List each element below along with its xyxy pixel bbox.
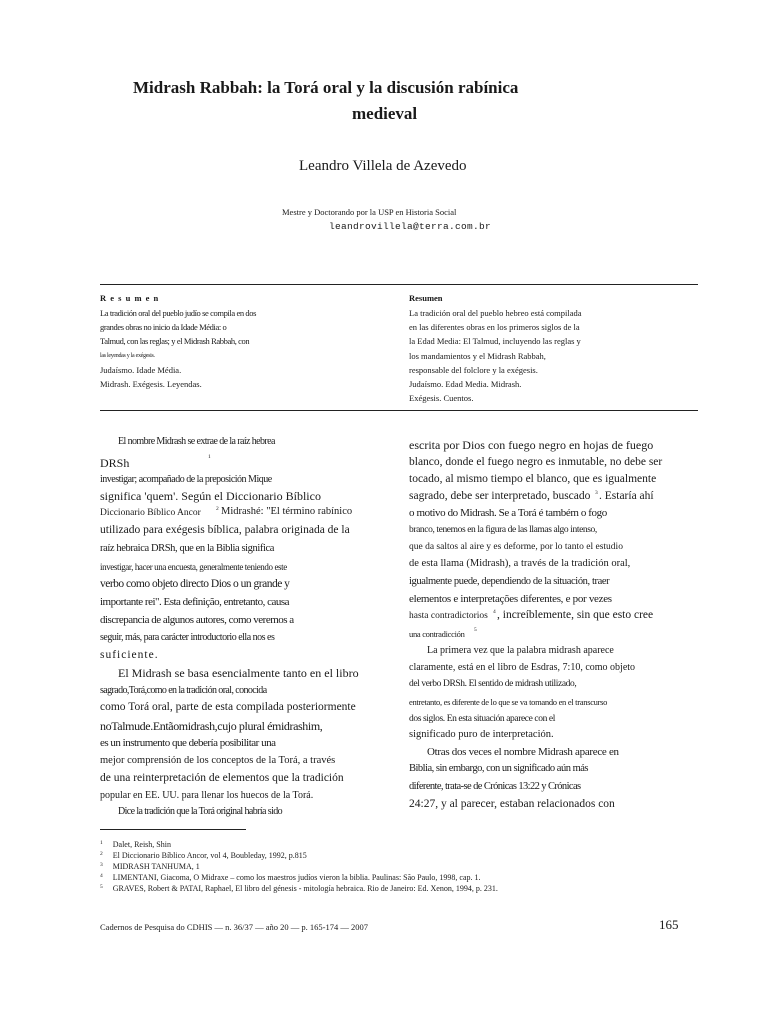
body-line: elementos e interpretações diferentes, e por vezes <box>409 593 612 605</box>
footnote <box>100 884 498 893</box>
footnote-text: Dalet, Reish, Shin <box>112 840 171 849</box>
body-line: . Estaría ahí <box>599 490 654 502</box>
body-line: como Torá oral, parte de esta compilada posteriormente <box>100 701 356 713</box>
body-line: sagrado, debe ser interpretado, buscado <box>409 490 591 502</box>
abstract-right-keywords: Exégesis. Cuentos. <box>409 393 474 404</box>
footnote-number: 1 <box>100 840 103 846</box>
body-line: Otras dos veces el nombre Midrash aparece en <box>427 746 619 758</box>
body-line: La primera vez que la palabra midrash aparece <box>427 645 614 656</box>
body-line: igualmente puede, dependiendo de la situación, traer <box>409 576 610 587</box>
body-line: suficiente. <box>100 649 159 661</box>
body-line: tocado, al mismo tiempo el blanco, que es igualmente <box>409 473 657 485</box>
body-line: escrita por Dios con fuego negro en hojas de fuego <box>409 438 654 452</box>
abstract-left-keywords: Midrash. Exégesis. Leyendas. <box>100 378 202 389</box>
body-line: es un instrumento que debería posibilitar una <box>100 737 276 749</box>
affiliation: Mestre y Doctorando por la USP en Historia Social <box>282 207 457 217</box>
footnote-number: 2 <box>100 851 103 857</box>
abstract-right-heading: Resumen <box>409 293 443 303</box>
body-line: Diccionario Bíblico Ancor <box>100 508 201 518</box>
footnote-ref: 3 <box>595 490 598 496</box>
body-line: importante rei". Esta definição, entretanto, causa <box>100 596 290 608</box>
abstract-left-line: Talmud, con las reglas; y el Midrash Rabbah, con <box>100 336 250 347</box>
title-line-1: Midrash Rabbah: la Torá oral y la discusión rabínica <box>133 78 519 97</box>
abstract-left-line: grandes obras no inicio da Idade Média: o <box>100 322 227 333</box>
body-line: Dice la tradición que la Torá original habría sido <box>118 806 283 817</box>
body-line: , increíblemente, sin que esto cree <box>497 609 654 621</box>
body-line: Biblia, sin embargo, con un significado aún más <box>409 763 588 774</box>
body-line: significado puro de interpretación. <box>409 729 554 740</box>
body-line: entretanto, es diferente de lo que se va tomando en el transcurso <box>409 697 608 707</box>
body-line: o motivo do Midrash. Se a Torá é também o fogo <box>409 507 607 519</box>
author: Leandro Villela de Azevedo <box>299 158 467 174</box>
body-line: 24:27, y al parecer, estaban relacionados con <box>409 798 615 810</box>
body-line: investigar, hacer una encuesta, generalmente teniendo este <box>100 562 287 572</box>
abstract-left <box>100 306 256 391</box>
body-line: blanco, donde el fuego negro es inmutable, no debe ser <box>409 456 663 468</box>
abstract-right-line: responsable del folclore y la exégesis. <box>409 364 538 375</box>
abstract-bottom-rule <box>100 410 698 411</box>
footnote-text: LIMENTANI, Giacoma, O Midraxe – como los maestros judíos vieron la biblia. Paulinas: São Paulo, 1998, cap. 1. <box>112 873 481 882</box>
body-line: de una reinterpretación de elementos que la tradición <box>100 772 344 784</box>
footnote <box>100 851 307 860</box>
footnote-number: 5 <box>100 884 103 890</box>
body-line: claramente, está en el libro de Esdras, 7:10, como objeto <box>409 662 636 673</box>
abstract-top-rule <box>100 284 698 285</box>
footnote <box>100 862 200 871</box>
body-line: significa 'quem'. Según el Diccionario Bíblico <box>100 489 321 503</box>
abstract-left-line: La tradición oral del pueblo judío se compila en dos <box>100 308 256 318</box>
footnote-ref: 5 <box>474 627 477 633</box>
abstract-left-line: las leyendas y la exégesis. <box>100 352 155 359</box>
abstract-left-keywords: Judaísmo. Idade Média. <box>100 364 182 375</box>
abstract-right-line: La tradición oral del pueblo hebreo está compilada <box>409 308 582 318</box>
body-line: hasta contradictorios <box>409 611 488 621</box>
footnote-number: 4 <box>100 873 103 879</box>
abstract-left-heading: R e s u m e n <box>100 293 160 303</box>
body-line: del verbo DRSh. El sentido de midrash utilizado, <box>409 679 577 689</box>
body-line: diferente, trata-se de Crónicas 13:22 y Crónicas <box>409 781 581 792</box>
body-line: noTalmude.Entãomidrash,cujo plural émidrashim, <box>100 719 323 733</box>
abstract-right-line: la Edad Media: El Talmud, incluyendo las reglas y <box>409 336 581 347</box>
body-line: una contradicción <box>409 629 465 639</box>
body-line: que da saltos al aire y es deforme, por lo tanto el estudio <box>409 542 623 552</box>
email[interactable]: leandrovillela@terra.com.br <box>329 221 492 232</box>
abstract-right-line: en las diferentes obras en los primeros siglos de la <box>409 322 580 333</box>
page-number: 165 <box>659 917 679 932</box>
body-line: branco, tenemos en la figura de las llamas algo intenso, <box>409 525 597 535</box>
footnote-number: 3 <box>100 862 103 868</box>
body-line: dos siglos. En esta situación aparece con el <box>409 714 555 724</box>
journal-footer: Cadernos de Pesquisa do CDHIS — n. 36/37 — año 20 — p. 165-174 — 2007 <box>100 922 368 932</box>
footnote <box>100 873 481 882</box>
footnote-text: El Diccionario Bíblico Ancor, vol 4, Boubleday, 1992, p.815 <box>112 851 307 860</box>
body-line: seguir, más, para carácter introductorio ella nos es <box>100 632 275 643</box>
footnote-ref: 4 <box>493 609 496 615</box>
body-line: investigar; acompañado de la preposición Mique <box>100 474 272 485</box>
body-line: sagrado,Torá,como en la tradición oral, conocida <box>100 685 267 696</box>
abstract-right <box>409 306 582 405</box>
footnote-ref: 2 <box>216 506 219 512</box>
abstract-right-keywords: Judaísmo. Edad Media. Midrash. <box>409 378 522 389</box>
footnote <box>100 840 171 849</box>
body-line: verbo como objeto directo Dios o un grande y <box>100 578 290 590</box>
body-line: discrepancia de algunos autores, como veremos a <box>100 614 294 626</box>
abstract-right-line: los mandamientos y el Midrash Rabbah, <box>409 350 546 361</box>
title-line-2: medieval <box>352 104 418 123</box>
body-line: mejor comprensión de los conceptos de la Torá, a través <box>100 755 336 766</box>
body-line: El Midrash se basa esencialmente tanto en el libro <box>118 666 359 680</box>
body-line: Midrashé: "El término rabínico <box>221 506 353 517</box>
footnote-text: GRAVES, Robert & PATAI, Raphael, El libro del génesis - mitología hebraica. Rio de Janeiro: Ed. Xenon, 1994, p. 231. <box>112 884 498 893</box>
body-line: raíz hebraica DRSh, que en la Biblia significa <box>100 543 275 554</box>
body-line: El nombre Midrash se extrae de la raíz hebrea <box>118 436 275 447</box>
body-line: de esta llama (Midrash), a través de la tradición oral, <box>409 558 631 569</box>
footnote-text: MIDRASH TANHUMA, 1 <box>112 862 200 871</box>
body-line: popular en EE. UU. para llenar los huecos de la Torá. <box>100 790 314 801</box>
footnote-ref: 1 <box>208 454 211 460</box>
body-line: utilizado para exégesis bíblica, palabra originada de la <box>100 524 350 536</box>
footnote-separator <box>100 829 246 830</box>
body-line: DRSh <box>100 456 130 470</box>
